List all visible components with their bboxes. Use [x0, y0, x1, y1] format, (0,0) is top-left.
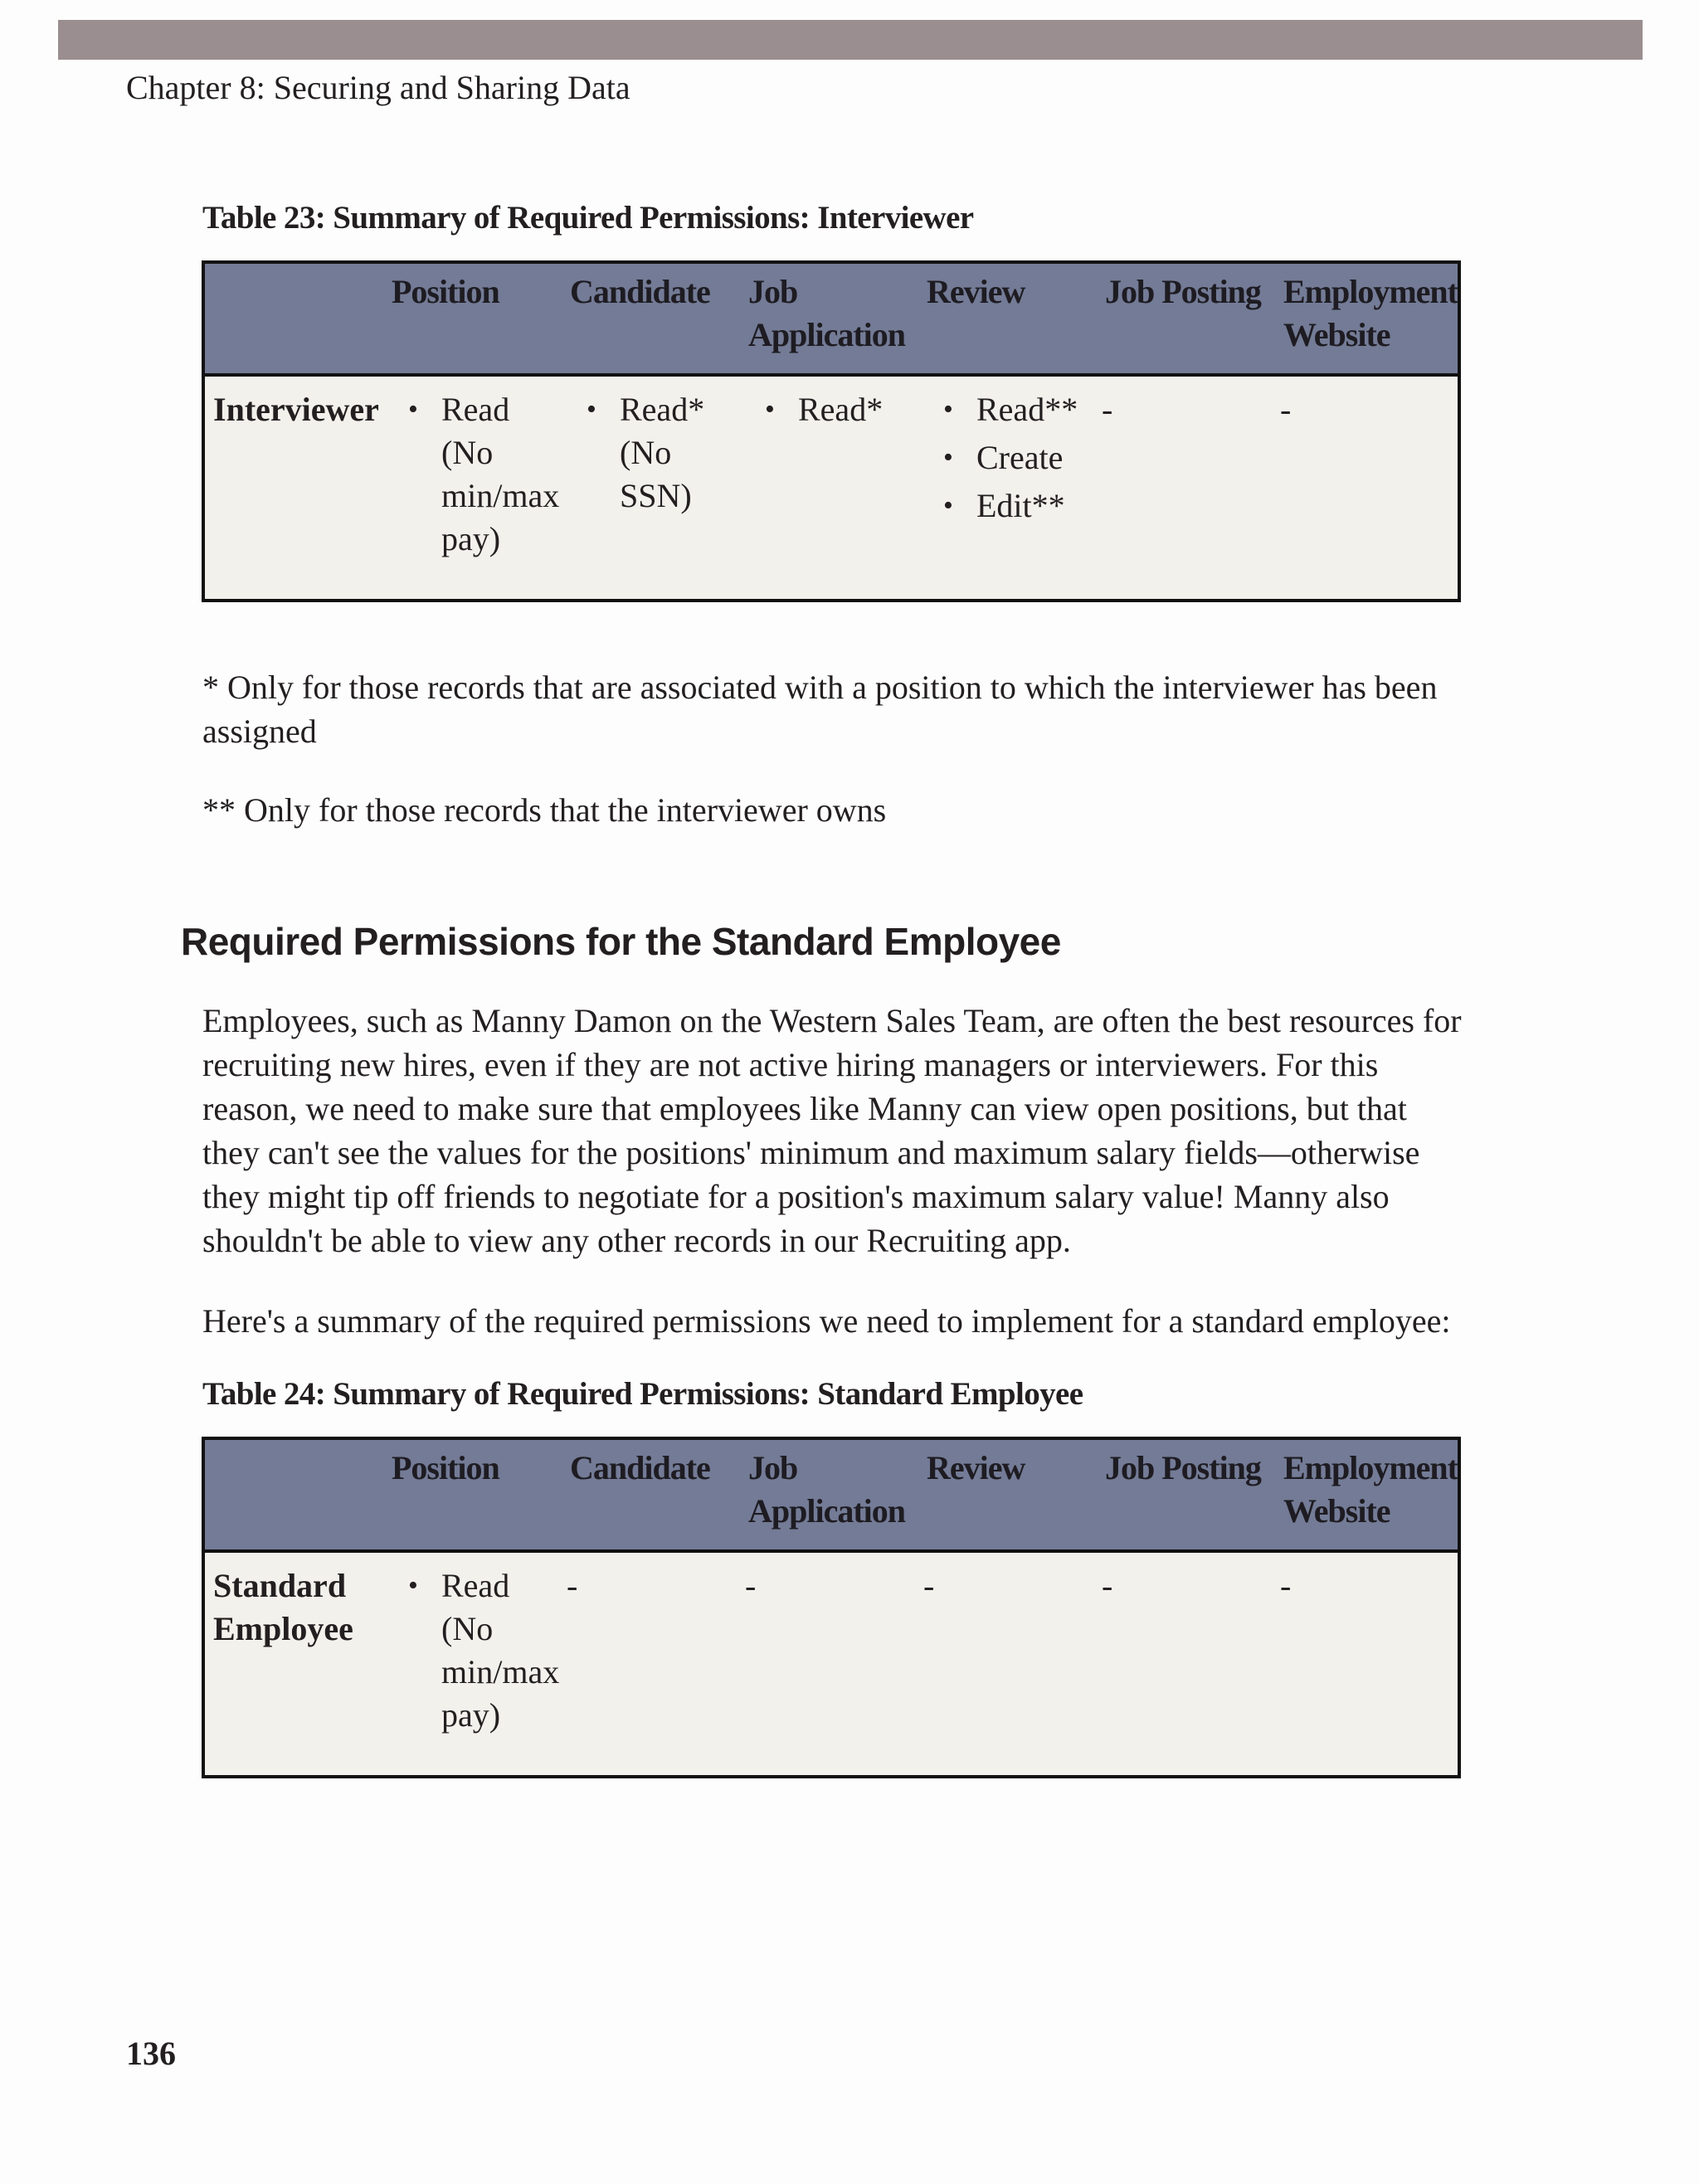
bullet-icon: • [943, 490, 953, 521]
bullet-icon: • [587, 394, 596, 425]
list-item [397, 1564, 563, 1737]
table-header-row [203, 1438, 1459, 1551]
cell-candidate [567, 375, 745, 601]
section-heading: Required Permissions for the Standard Employee [181, 920, 1061, 963]
column-header: Candidate [567, 262, 745, 375]
cell-candidate: - [567, 1551, 745, 1777]
column-header: Job Posting [1102, 1438, 1280, 1551]
row-label: Interviewer [203, 375, 388, 601]
cell-employment-website: - [1280, 1551, 1459, 1777]
cell-job-application: - [745, 1551, 923, 1777]
cell-job-posting: - [1102, 1551, 1280, 1777]
list-item [932, 388, 1098, 431]
table-row [203, 1551, 1459, 1777]
footnote-double-star: ** Only for those records that the interviewer owns [202, 791, 887, 829]
column-header: Candidate [567, 1438, 745, 1551]
permission-text: Read (No min/max pay) [441, 1567, 560, 1734]
permissions-table-interviewer [202, 260, 1461, 602]
row-label: Standard Employee [203, 1551, 388, 1777]
body-paragraph: Here's a summary of the required permissions we need to implement for a standard employee: [202, 1302, 1451, 1340]
list-item [575, 388, 742, 518]
permission-text: Read* (No SSN) [620, 391, 705, 514]
table-caption: Table 24: Summary of Required Permissions: Standard Employee [202, 1376, 1083, 1412]
bullet-icon: • [408, 394, 418, 425]
column-header: Job Application [745, 262, 923, 375]
permission-text: Create [976, 439, 1064, 476]
cell-job-application [745, 375, 923, 601]
permissions-table-standard-employee [202, 1437, 1461, 1778]
list-item [932, 436, 1098, 479]
cell-review [923, 375, 1102, 601]
column-header: Employment Website [1280, 262, 1459, 375]
footnote-single-star: * Only for those records that are associated with a position to which the interviewer has been assigned [202, 669, 1438, 750]
list-item [397, 388, 563, 561]
column-header: Review [923, 1438, 1102, 1551]
column-header: Employment Website [1280, 1438, 1459, 1551]
running-header: Chapter 8: Securing and Sharing Data [126, 69, 630, 106]
table-header-row [203, 262, 1459, 375]
cell-review: - [923, 1551, 1102, 1777]
permission-text: Read (No min/max pay) [441, 391, 560, 557]
list-item [932, 484, 1098, 528]
column-header [203, 1438, 388, 1551]
bullet-icon: • [943, 442, 953, 473]
column-header [203, 262, 388, 375]
table-caption: Table 23: Summary of Required Permissions: Interviewer [202, 200, 974, 236]
list-item [753, 388, 920, 431]
column-header: Job Application [745, 1438, 923, 1551]
bullet-icon: • [765, 394, 775, 425]
header-bar [58, 20, 1643, 60]
page-number: 136 [126, 2035, 176, 2072]
body-paragraph: Employees, such as Manny Damon on the Western Sales Team, are often the best resources for recruiting new hires, even if they are not active hiring managers or interviewers. For this reason, we need to make sure that employees like Manny can view open positions, but that they can't see the values for the positions' minimum and maximum salary fields—otherwise they might tip off friends to negotiate for a position's maximum salary value! Manny also shouldn't be able to view any other records in our Recruiting app. [202, 1002, 1462, 1259]
table-row [203, 375, 1459, 601]
permission-text: Read** [976, 391, 1078, 428]
bullet-icon: • [943, 394, 953, 425]
cell-position [388, 375, 567, 601]
cell-position [388, 1551, 567, 1777]
permission-text: Edit** [976, 487, 1065, 524]
permission-text: Read* [798, 391, 884, 428]
cell-job-posting: - [1102, 375, 1280, 601]
column-header: Position [388, 262, 567, 375]
column-header: Position [388, 1438, 567, 1551]
bullet-icon: • [408, 1570, 418, 1601]
column-header: Review [923, 262, 1102, 375]
column-header: Job Posting [1102, 262, 1280, 375]
cell-employment-website: - [1280, 375, 1459, 601]
